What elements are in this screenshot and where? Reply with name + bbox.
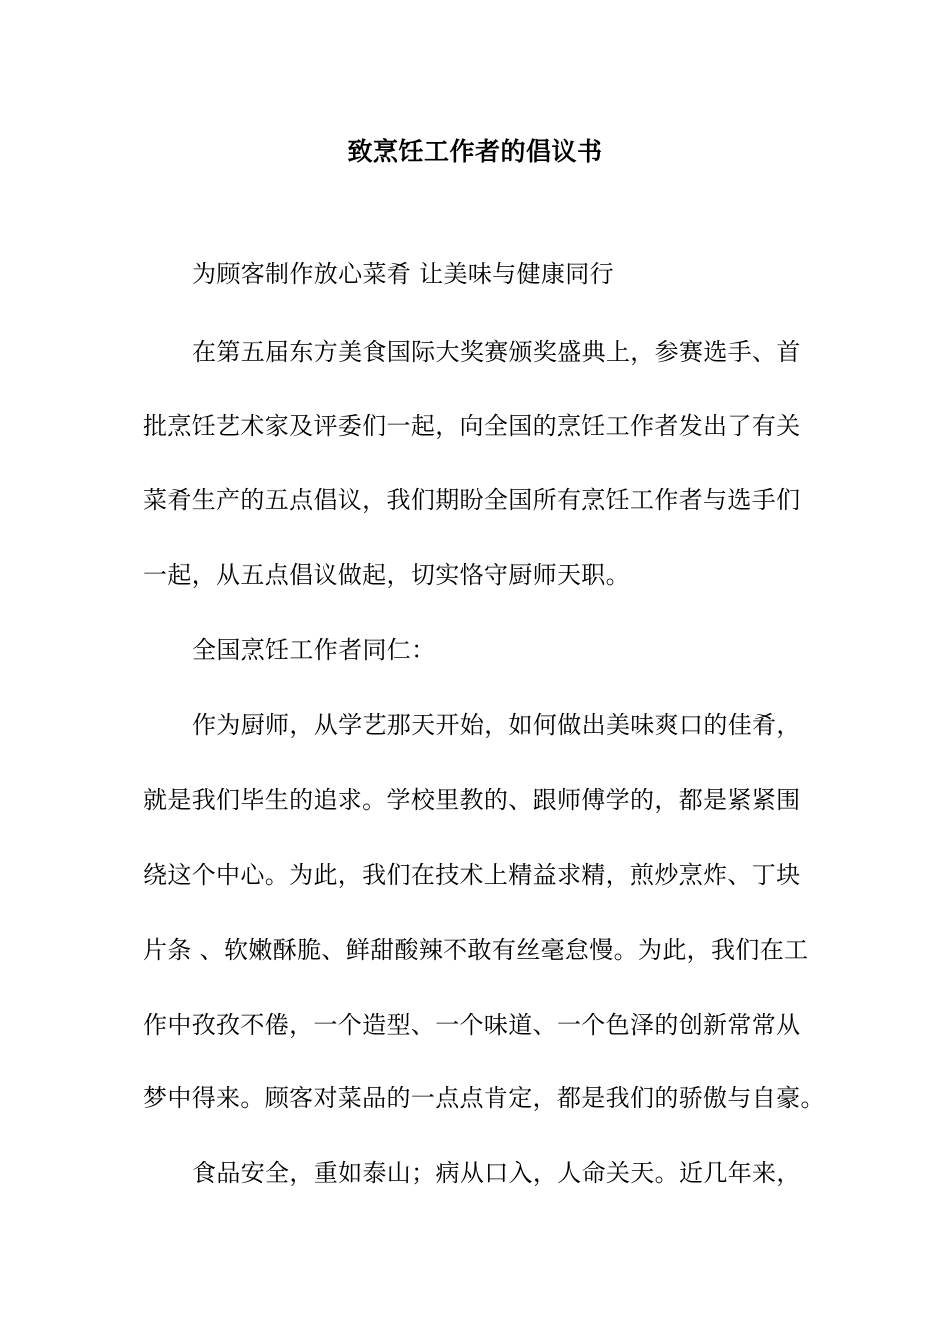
paragraph-line: 片条 、软嫩酥脆、鲜甜酸辣不敢有丝毫怠慢。为此，我们在工 [143,936,809,964]
paragraph-line: 批烹饪艺术家及评委们一起，向全国的烹饪工作者发出了有关 [143,412,801,440]
paragraph-line: 梦中得来。顾客对菜品的一点点肯定，都是我们的骄傲与自豪。 [143,1084,825,1112]
paragraph-line: 在第五届东方美食国际大奖赛颁奖盛典上，参赛选手、首 [192,338,801,366]
paragraph-line: 一起，从五点倡议做起，切实恪守厨师天职。 [143,561,630,589]
salutation-line: 全国烹饪工作者同仁： [192,636,436,664]
document-title: 致烹饪工作者的倡议书 [347,137,603,166]
paragraph-line: 作为厨师，从学艺那天开始，如何做出美味爽口的佳肴， [192,711,801,739]
paragraph-line: 作中孜孜不倦，一个造型、一个味道、一个色泽的创新常常从 [143,1011,801,1039]
paragraph-line: 就是我们毕生的追求。学校里教的、跟师傅学的，都是紧紧围 [143,786,801,814]
paragraph-line: 菜肴生产的五点倡议，我们期盼全国所有烹饪工作者与选手们 [143,486,801,514]
paragraph-line: 绕这个中心。为此，我们在技术上精益求精，煎炒烹炸、丁块 [143,861,801,889]
subtitle-line: 为顾客制作放心菜肴 让美味与健康同行 [192,260,614,288]
paragraph-line: 食品安全，重如泰山；病从口入，人命关天。近几年来， [192,1159,801,1187]
